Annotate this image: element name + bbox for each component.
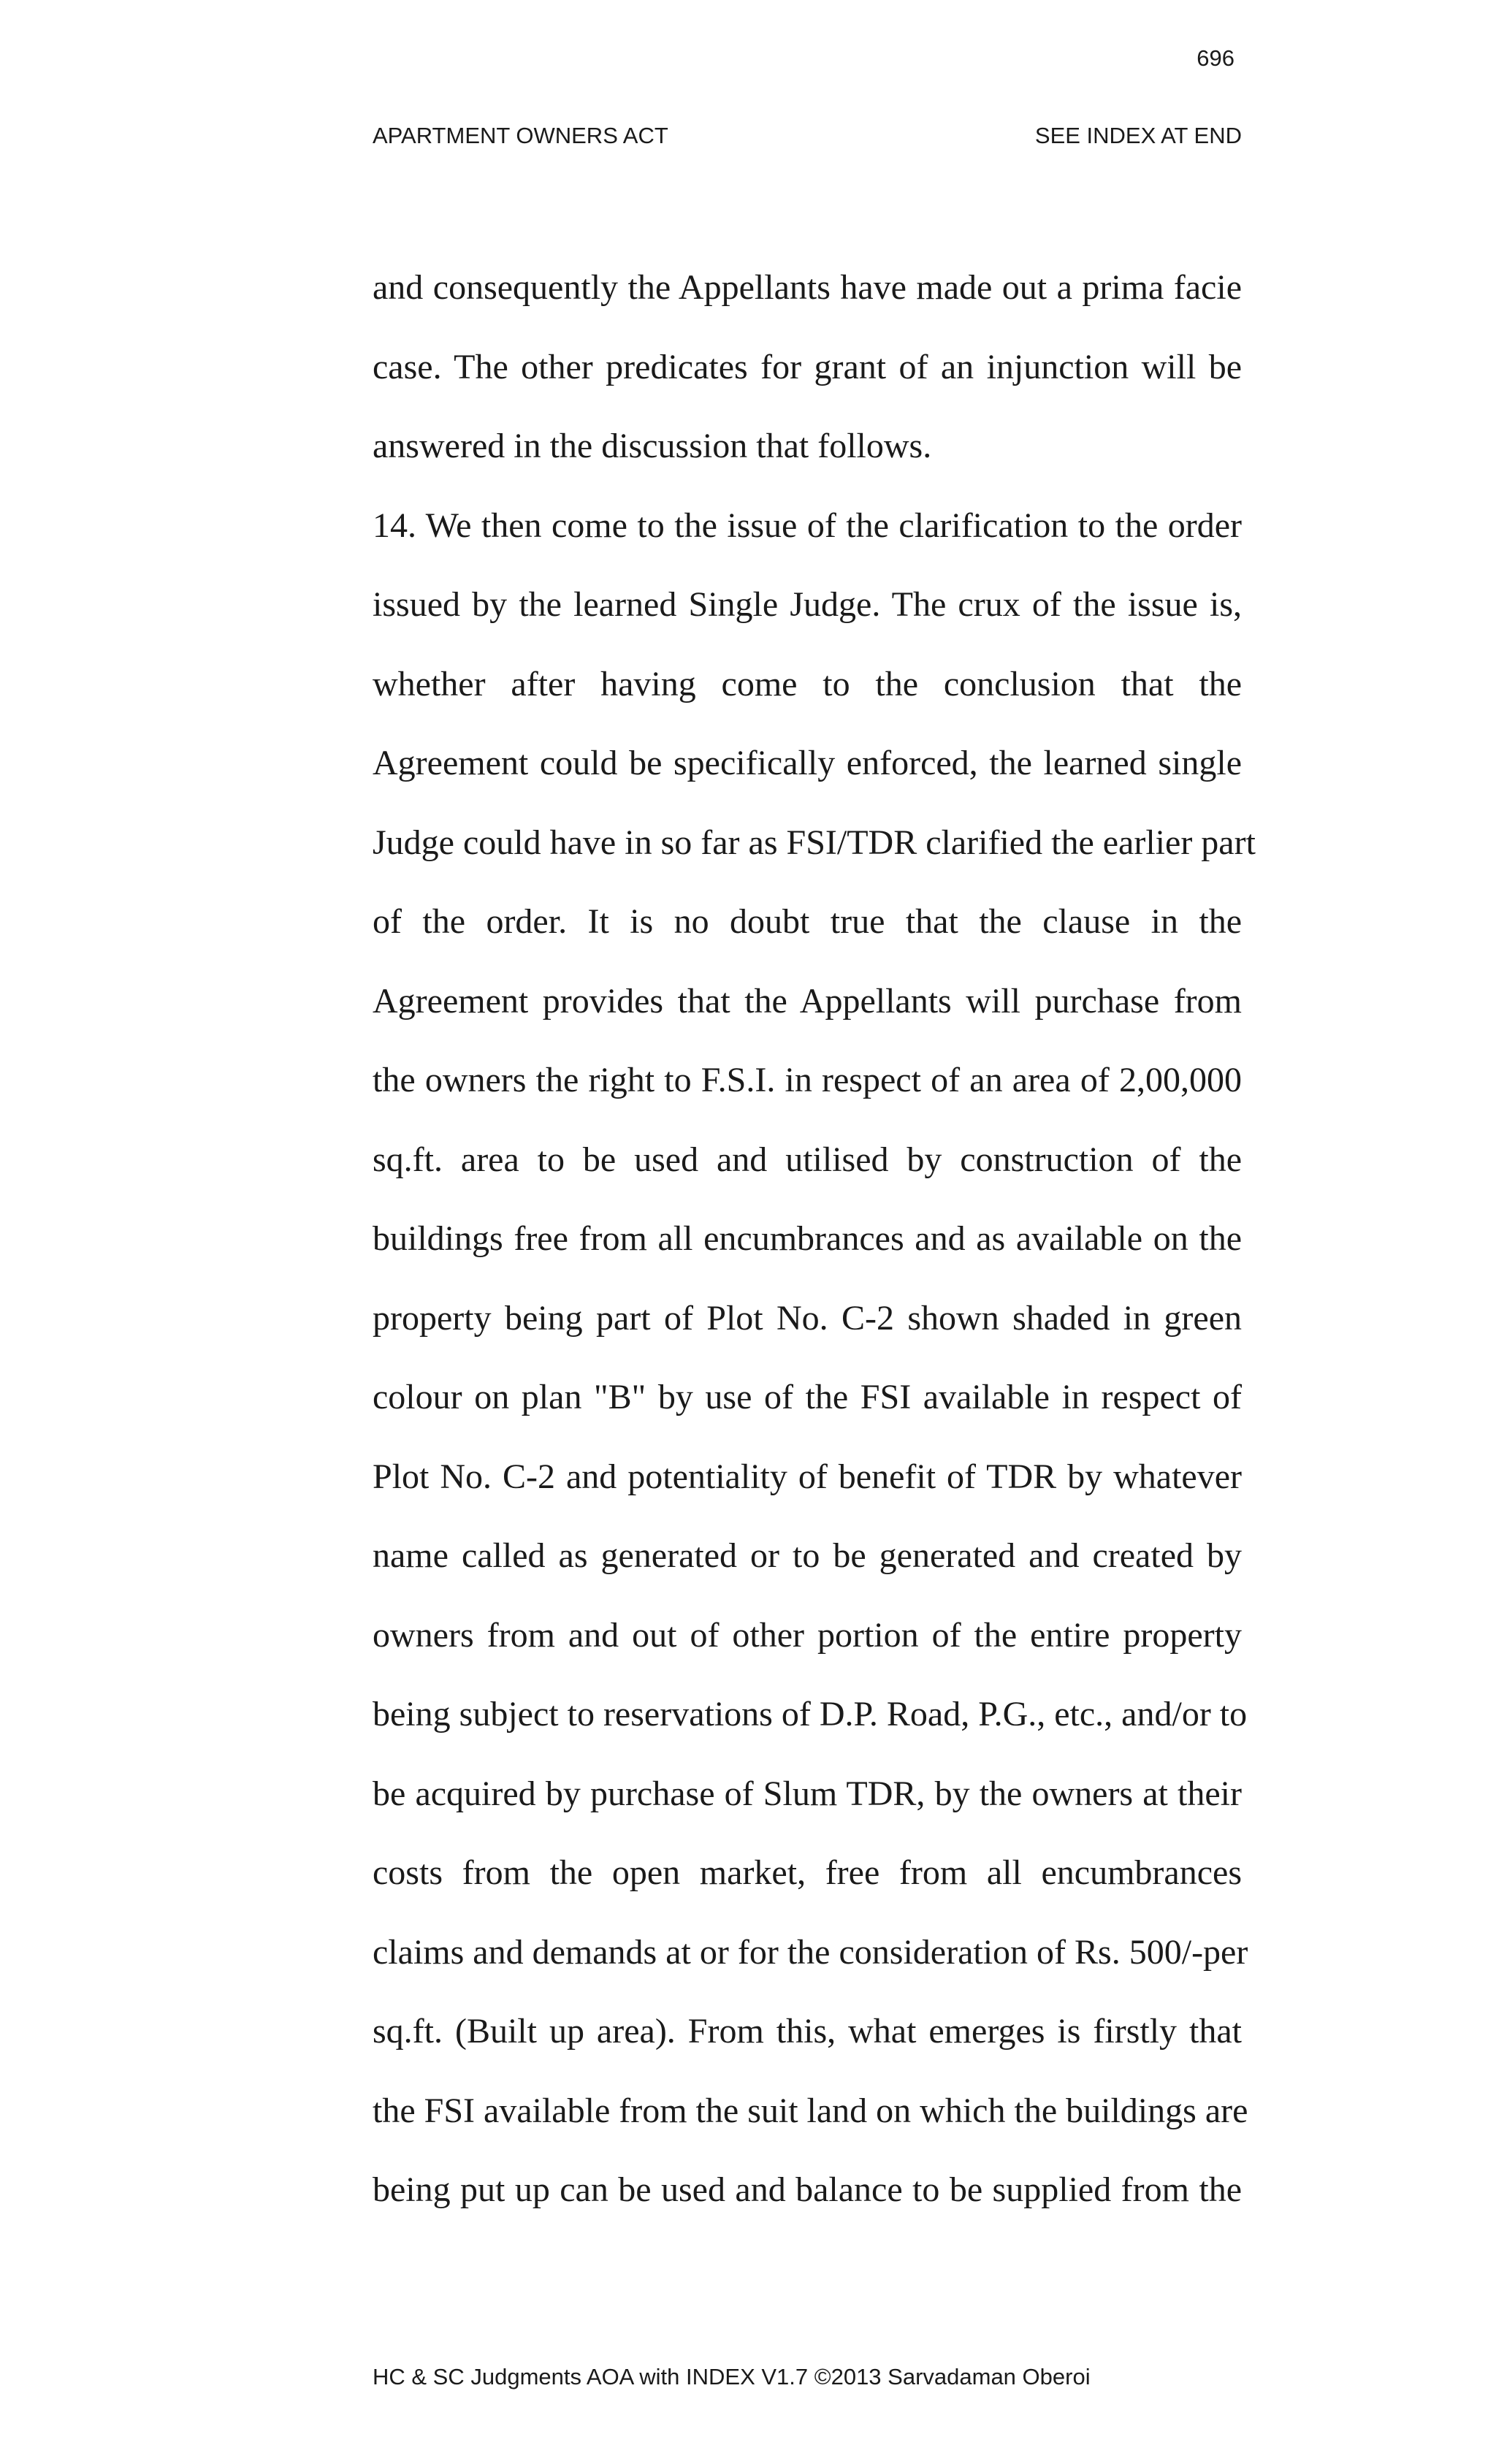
text-line: sq.ft. (Built up area). From this, what emerges is firstly that [373, 2012, 1242, 2051]
text-line: the owners the right to F.S.I. in respect of an area of 2,00,000 [373, 1061, 1242, 1099]
text-line: the FSI available from the suit land on which the buildings are [373, 2091, 1248, 2130]
text-line: being subject to reservations of D.P. Road, P.G., etc., and/or to [373, 1695, 1248, 1733]
text-line: Plot No. C-2 and potentiality of benefit of TDR by whatever [373, 1457, 1242, 1496]
text-line: 14. We then come to the issue of the clarification to the order [373, 506, 1242, 545]
text-line: whether after having come to the conclusion that the [373, 664, 1242, 703]
text-line: name called as generated or to be generated and created by [373, 1536, 1242, 1575]
text-line: issued by the learned Single Judge. The crux of the issue is, [373, 585, 1242, 624]
text-line: owners from and out of other portion of the entire property [373, 1615, 1242, 1655]
text-line: costs from the open market, free from all encumbrances [373, 1853, 1242, 1892]
running-header [373, 120, 1242, 152]
text-line: Judge could have in so far as FSI/TDR clarified the earlier part [373, 823, 1256, 862]
text-line: and consequently the Appellants have made out a prima facie [373, 268, 1242, 307]
text-line: claims and demands at or for the consideration of Rs. 500/-per [373, 1932, 1248, 1972]
text-line: case. The other predicates for grant of an injunction will be [373, 347, 1242, 386]
text-line: of the order. It is no doubt true that the clause in the [373, 902, 1242, 941]
judgment-text [373, 248, 1256, 2230]
text-line: answered in the discussion that follows. [373, 427, 932, 465]
text-line: Agreement provides that the Appellants will purchase from [373, 981, 1242, 1021]
page-footer: HC & SC Judgments AOA with INDEX V1.7 ©2013 Sarvadaman Oberoi [373, 2364, 1091, 2389]
text-line: being put up can be used and balance to be supplied from the [373, 2170, 1242, 2209]
text-line: Agreement could be specifically enforced, the learned single [373, 744, 1242, 782]
text-line: buildings free from all encumbrances and as available on the [373, 1219, 1242, 1258]
text-line: sq.ft. area to be used and utilised by construction of the [373, 1140, 1242, 1179]
text-line: property being part of Plot No. C-2 shown shaded in green [373, 1298, 1242, 1338]
page-number: 696 [1197, 45, 1234, 71]
text-line: be acquired by purchase of Slum TDR, by the owners at their [373, 1774, 1242, 1813]
header-index-note: SEE INDEX AT END [1034, 123, 1242, 148]
text-line: colour on plan "B" by use of the FSI available in respect of [373, 1378, 1242, 1416]
header-title: APARTMENT OWNERS ACT [373, 123, 668, 148]
